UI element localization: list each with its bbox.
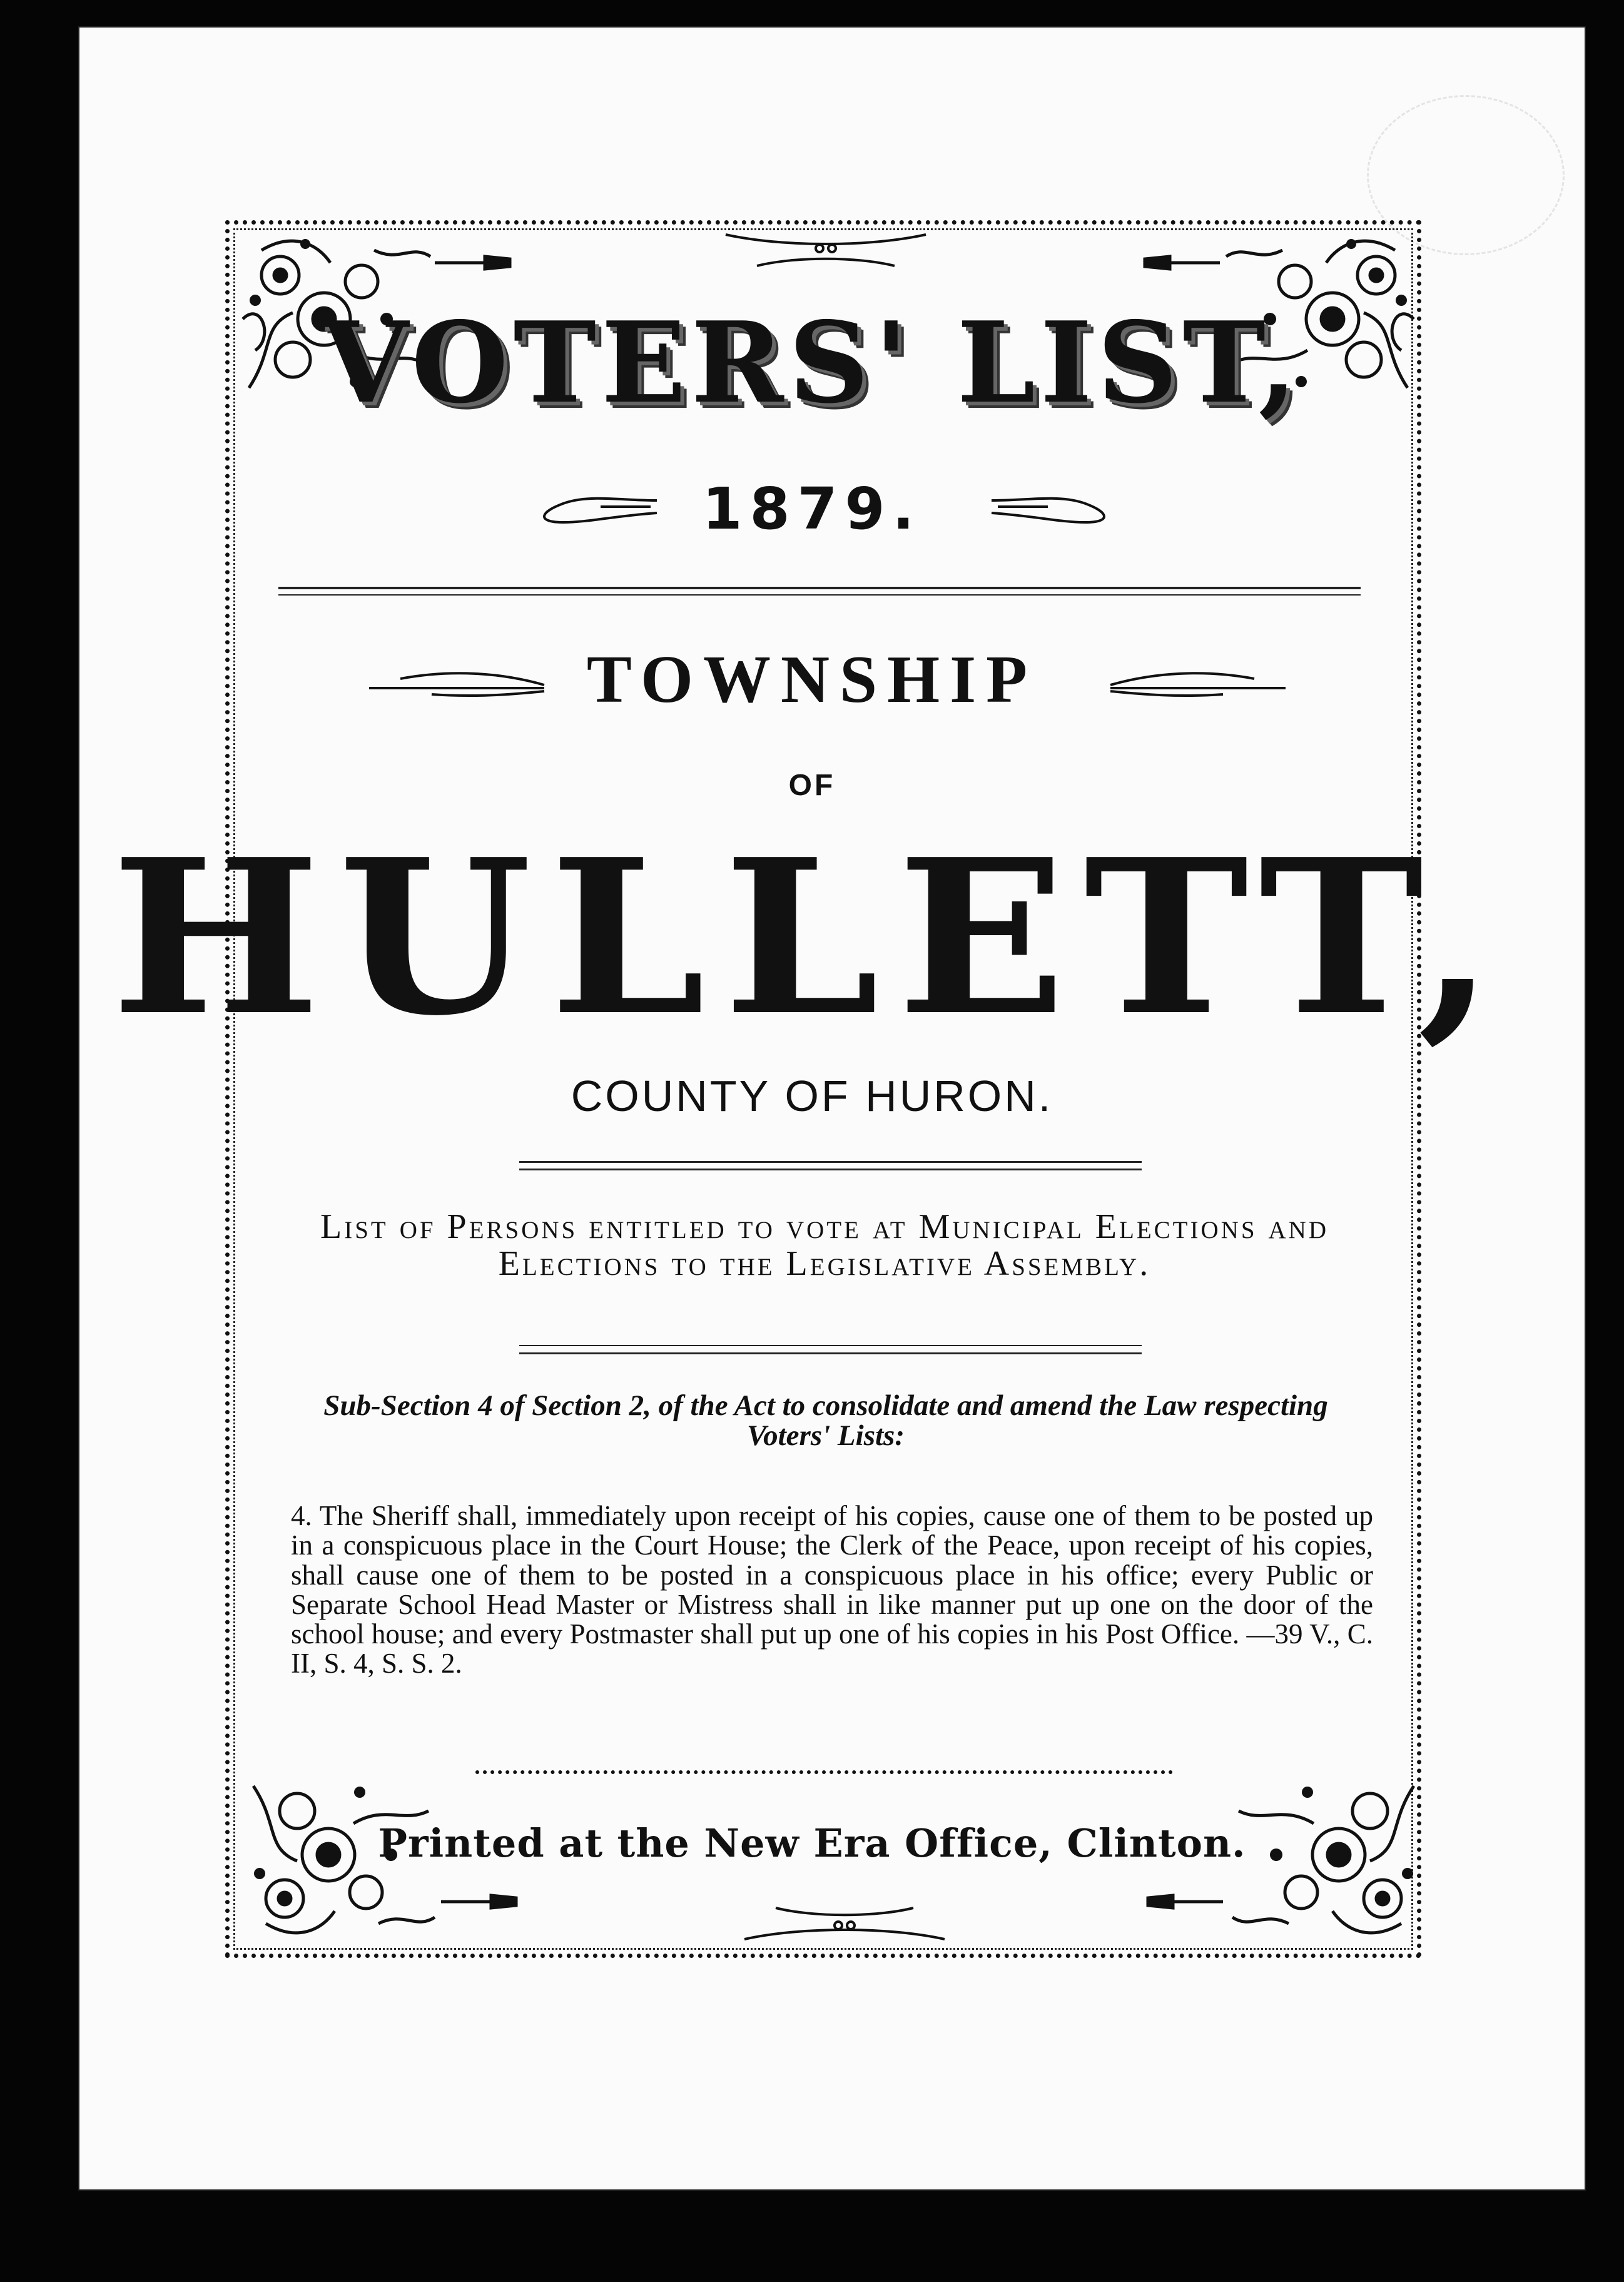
divider-rule xyxy=(278,594,1361,596)
divider-rule xyxy=(278,587,1361,589)
scroll-flourish-icon xyxy=(985,488,1123,532)
township-name: HULLETT, xyxy=(111,813,1513,1063)
year-label: 1879. xyxy=(702,475,922,542)
subsection-heading: Sub-Section 4 of Section 2, of the Act to consolidate and amend the Law respecting Voters' Lists: xyxy=(323,1389,1328,1452)
of-label: OF xyxy=(788,769,836,802)
scroll-flourish-icon xyxy=(1104,660,1292,697)
pointing-hand-icon xyxy=(1145,1889,1226,1914)
pointing-hand-icon xyxy=(438,1889,519,1914)
divider-rule xyxy=(519,1169,1142,1170)
printer-imprint: Printed at the New Era Office, Clinton. xyxy=(378,1820,1246,1866)
scroll-flourish-icon xyxy=(719,222,932,272)
dotted-divider xyxy=(475,1770,1173,1774)
document-heading: VOTERS' LIST, xyxy=(322,297,1302,428)
township-label: TOWNSHIP xyxy=(586,642,1038,717)
divider-rule xyxy=(519,1345,1142,1346)
pointing-hand-icon xyxy=(432,250,513,275)
divider-rule xyxy=(519,1352,1142,1354)
pointing-hand-icon xyxy=(1142,250,1223,275)
statute-paragraph: 4. The Sheriff shall, immediately upon receipt of his copies, cause one of them to be posted up in a conspicuous place in the Court House; the Clerk of the Peace, upon receipt of his copies, shall cause one of them to be posted in a conspicuous place in his office; every Public or Separate School Head Master or Mistress shall in like manner put up one on the door of the school house; and every Postmaster shall put up one of his copies in his Post Office. —39 V., C. II, S. 4, S. S. 2. xyxy=(291,1500,1373,1680)
scroll-flourish-icon xyxy=(738,1902,951,1952)
list-description: List of Persons entitled to vote at Municipal Elections and Elections to the Legislative Assembly. xyxy=(320,1207,1329,1283)
county-label: COUNTY OF HURON. xyxy=(571,1072,1053,1120)
divider-rule xyxy=(519,1161,1142,1163)
